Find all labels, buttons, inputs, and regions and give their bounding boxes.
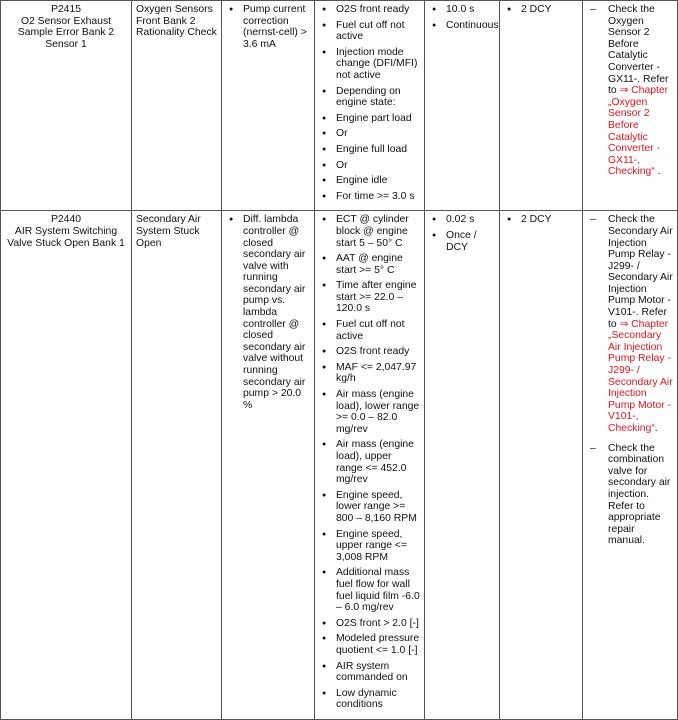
mil-list (504, 214, 578, 226)
mil-cell (500, 1, 583, 211)
list-item: ● AIR system commanded on (319, 661, 420, 684)
repair-step-suffix: . (654, 423, 658, 434)
time-required-cell (425, 211, 500, 720)
time-list (429, 214, 495, 253)
list-item: ● Diff. lambda controller @ closed secondary air valve with running secondary air pump vs. lambda controller @ closed secondary air valve without running secondary air pump > 20.0 % (226, 214, 310, 411)
list-item: ● Engine idle (319, 175, 420, 187)
list-item: ● Fuel cut off not active (319, 319, 420, 342)
repair-step-text: Check the combination valve for secondary air injection. Refer to appropriate repair manual. (608, 442, 671, 547)
list-item: ● Depending on engine state: (319, 86, 420, 109)
repair-step-text: Check the Secondary Air Injection Pump Relay -J299- / Secondary Air Injection Pump Motor -V101-. Refer to (608, 214, 673, 330)
malfunction-list (226, 4, 310, 50)
repair-cell (583, 211, 678, 720)
list-item: ● Or (319, 160, 420, 172)
chapter-link[interactable]: ⇒ Chapter „Secondary Air Injection Pump Relay -J299- / Secondary Air Injection Pump Motor -V101-, Checking“ (608, 318, 673, 434)
repair-step (587, 4, 673, 178)
list-item: ● Engine speed, upper range <= 3,008 RPM (319, 529, 420, 564)
list-item: ● Low dynamic conditions (319, 688, 420, 711)
dtc-description: O2 Sensor Exhaust Sample Error Bank 2 Sensor 1 (17, 15, 115, 50)
repair-cell (583, 1, 678, 211)
list-item: ● Time after engine start >= 22.0 – 120.0 s (319, 280, 420, 315)
list-item: ● Continuous (429, 20, 495, 32)
list-item: ● 0.02 s (429, 214, 495, 226)
enable-conditions-cell (315, 211, 425, 720)
dtc-code: P2440 (50, 214, 82, 226)
list-item: ● O2S front ready (319, 346, 420, 358)
list-item: ● ECT @ cylinder block @ engine start 5 – 50° C (319, 214, 420, 249)
list-item: ● 2 DCY (504, 4, 578, 16)
mil-cell (500, 211, 583, 720)
list-item: ● Engine speed, lower range >= 800 – 8,160 RPM (319, 490, 420, 525)
list-item: ● O2S front > 2.0 [-] (319, 618, 420, 630)
component-text: Oxygen Sensors Front Bank 2 Rationality Check (136, 4, 217, 39)
list-item: ● Once / DCY (429, 230, 495, 253)
component-cell (132, 211, 222, 720)
repair-step-suffix: . (654, 166, 661, 178)
table-row (1, 211, 678, 720)
list-item: ● Additional mass fuel flow for wall fuel liquid film -6.0 – 6.0 mg/rev (319, 567, 420, 613)
enable-conditions-cell (315, 1, 425, 211)
list-item: ● AAT @ engine start >= 5° C (319, 253, 420, 276)
repair-step (587, 443, 673, 547)
conditions-list (319, 214, 420, 711)
list-item: ● Pump current correction (nernst-cell) > 3.6 mA (226, 4, 310, 50)
dtc-description: AIR System Switching Valve Stuck Open Bank 1 (7, 225, 125, 249)
malfunction-criteria-cell (222, 211, 315, 720)
list-item: ● For time >= 3.0 s (319, 191, 420, 203)
list-item: ● Engine full load (319, 144, 420, 156)
malfunction-list (226, 214, 310, 411)
dtc-cell (1, 211, 132, 720)
repair-step-text: Check the Oxygen Sensor 2 Before Catalytic Converter -GX11-. Refer to (608, 4, 669, 97)
list-item: ● Or (319, 128, 420, 140)
list-item: ● 2 DCY (504, 214, 578, 226)
time-list (429, 4, 499, 31)
list-item: ● Injection mode change (DFI/MFI) not active (319, 47, 420, 82)
repair-steps-list (587, 4, 673, 178)
dtc-code: P2415 (50, 4, 82, 15)
repair-step (587, 214, 673, 434)
list-item: ● Modeled pressure quotient <= 1.0 [-] (319, 633, 420, 656)
repair-steps-list (587, 214, 673, 547)
malfunction-criteria-cell (222, 1, 315, 211)
mil-list (504, 4, 578, 16)
list-item: ● Fuel cut off not active (319, 20, 420, 43)
time-required-cell (425, 1, 500, 211)
dtc-cell (1, 1, 132, 211)
list-item: ● Air mass (engine load), lower range >= 0.0 – 82.0 mg/rev (319, 389, 420, 435)
conditions-list (319, 4, 420, 202)
list-item: ● 10.0 s (429, 4, 495, 16)
list-item: ● Air mass (engine load), upper range <= 452.0 mg/rev (319, 439, 420, 485)
component-cell (132, 1, 222, 211)
chapter-link[interactable]: ⇒ Chapter „Oxygen Sensor 2 Before Catalytic Converter -GX11-, Checking“ (608, 85, 669, 178)
list-item: ● O2S front ready (319, 4, 420, 16)
list-item: ● MAF <= 2,047.97 kg/h (319, 362, 420, 385)
table-row (1, 1, 678, 211)
list-item: ● Engine part load (319, 113, 420, 125)
component-text: Secondary Air System Stuck Open (136, 214, 201, 249)
